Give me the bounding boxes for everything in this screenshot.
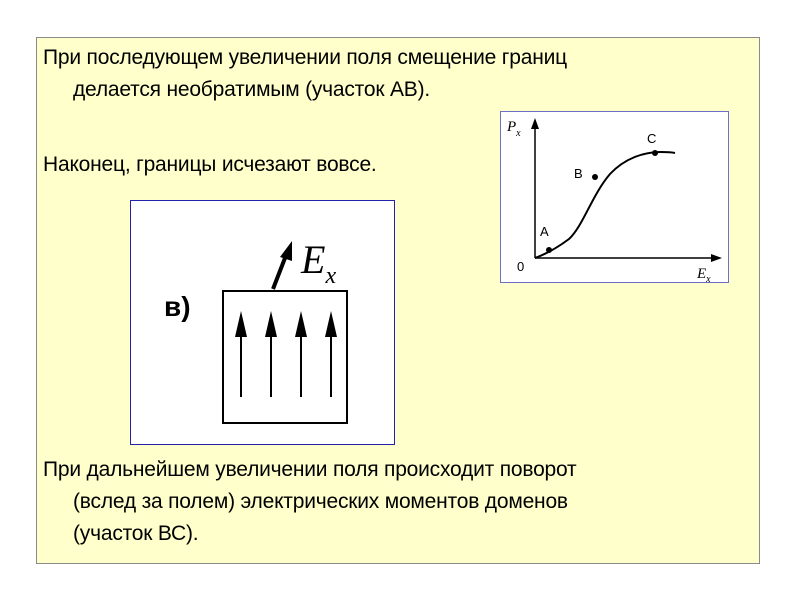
point-c-dot <box>652 150 658 156</box>
y-axis-label-main: P <box>507 119 517 135</box>
x-axis-label <box>696 266 711 284</box>
domain-svg <box>131 201 396 446</box>
dipole-arrow-head <box>295 311 307 337</box>
dipole-arrow-head <box>235 311 247 337</box>
point-a-dot <box>546 247 552 253</box>
dipole-arrow-head <box>325 311 337 337</box>
domain-orientation-figure <box>130 200 395 445</box>
field-arrow-shaft <box>273 258 285 289</box>
paragraph-line: При последующем увеличении поля смещение границ <box>43 46 567 69</box>
paragraph-line: делается необратимым (участок АВ). <box>73 78 431 101</box>
field-label-sub: x <box>325 263 337 289</box>
point-c-label: C <box>647 131 657 146</box>
x-axis-label-sub: x <box>706 274 711 284</box>
figure-label: в) <box>164 291 191 322</box>
dipole-group <box>235 311 337 397</box>
polarization-curve-graph <box>500 111 729 283</box>
field-label-main: E <box>301 237 326 282</box>
paragraph-line: Наконец, границы исчезают вовсе. <box>43 153 377 176</box>
paragraph-boundaries-vanish <box>43 149 377 181</box>
dipole-arrow-head <box>265 311 277 337</box>
x-axis-label-main: E <box>697 266 707 282</box>
y-axis-label <box>506 119 521 139</box>
slide-panel <box>36 37 760 564</box>
paragraph-line: (участок ВС). <box>73 522 199 545</box>
paragraph-line: При дальнейшем увеличении поля происходит поворот <box>43 458 577 481</box>
paragraph-boundary-shift <box>43 42 567 106</box>
paragraph-line: (вслед за полем) электрических моментов доменов <box>73 490 568 513</box>
field-arrow-head <box>280 241 292 261</box>
field-label <box>300 237 336 289</box>
paragraph-moment-rotation <box>43 454 576 550</box>
origin-label: 0 <box>517 259 525 274</box>
y-axis-arrow <box>531 118 539 129</box>
point-b-label: B <box>574 166 583 181</box>
y-axis-label-sub: x <box>516 128 521 139</box>
point-a-label: A <box>540 224 549 239</box>
polarization-curve <box>535 152 675 258</box>
graph-svg <box>501 112 730 284</box>
x-axis-arrow <box>711 254 722 262</box>
point-b-dot <box>592 174 598 180</box>
